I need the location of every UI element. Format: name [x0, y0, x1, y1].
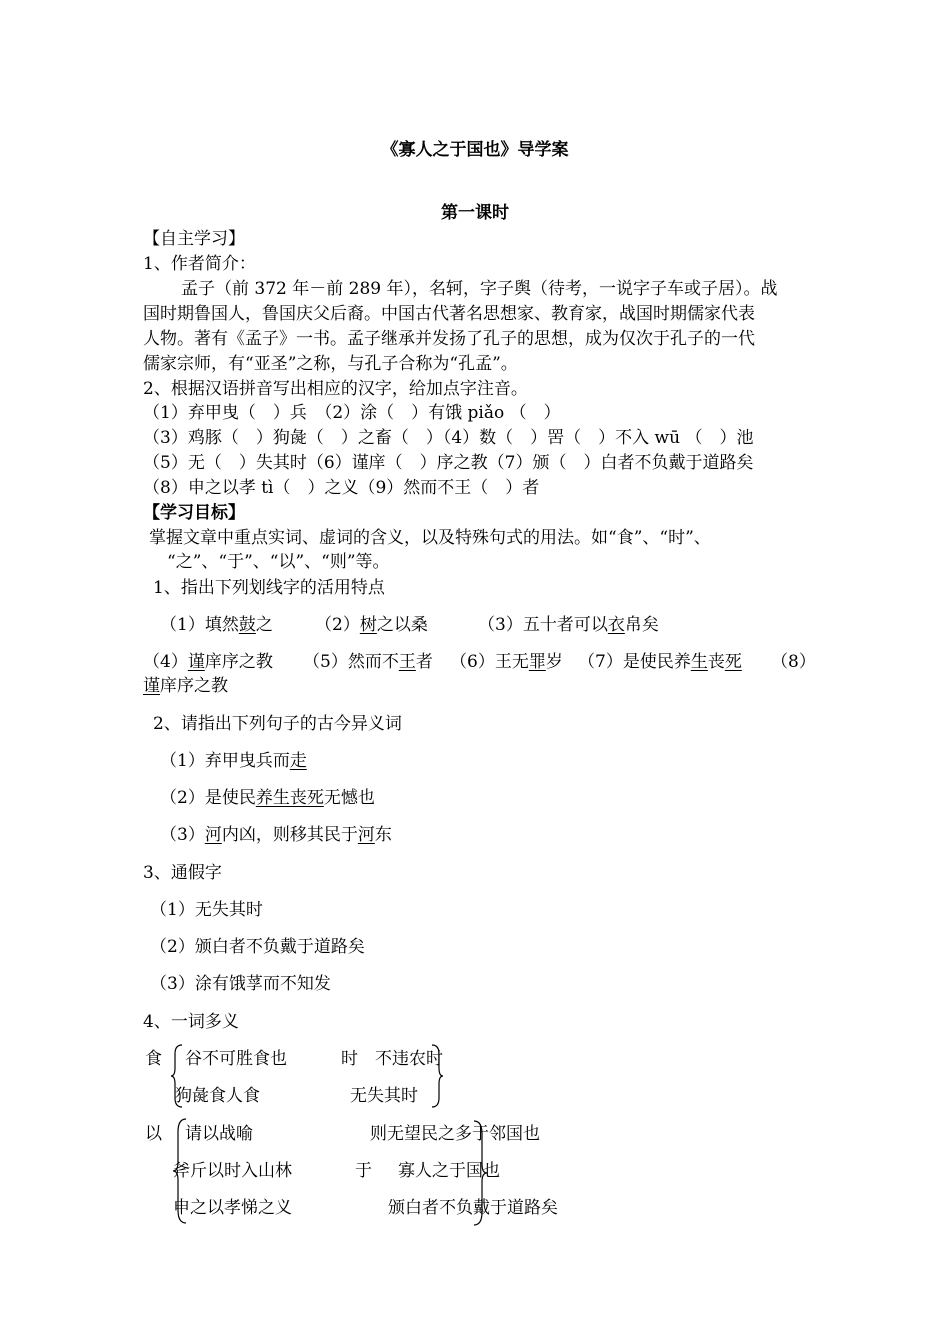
polysemy-item: 谷不可胜食也 [185, 1049, 287, 1069]
q3-item: （1）无失其时 [150, 900, 263, 920]
polysemy-item: 狗彘食人食 [175, 1086, 260, 1106]
goal-text-line: 掌握文章中重点实词、虚词的含义，以及特殊句式的用法。如“食”、“时”、 [149, 528, 711, 548]
author-bio-line: 孟子（前 372 年－前 289 年），名轲，字子舆（待考，一说字子车或子居）。战 [181, 279, 778, 299]
q1-item-4: （4）谨庠序之教 [143, 652, 273, 672]
polysemy-char-shi2: 时 [341, 1049, 358, 1069]
q1-item-3: （3）五十者可以衣帛矣 [478, 615, 659, 635]
right-brace-icon [472, 1120, 488, 1226]
pinyin-item-line: （8）申之以孝 tì（ ）之义（9）然而不王（ ）者 [143, 478, 540, 498]
pinyin-item-line: （5）无（ ）失其时（6）谨庠（ ）序之教（7）颁（ ）白者不负戴于道路矣 [143, 453, 754, 473]
pinyin-heading: 2、根据汉语拼音写出相应的汉字，给加点字注音。 [143, 379, 528, 399]
polysemy-item: 寡人之于国也 [398, 1161, 500, 1181]
goal-text-line: “之”、“于”、“以”、“则”等。 [167, 552, 390, 572]
q1-item-2: （2）树之以桑 [315, 615, 428, 635]
polysemy-char-yu: 于 [355, 1161, 372, 1181]
document-title: 《寡人之于国也》导学案 [381, 140, 569, 160]
polysemy-char-yi: 以 [145, 1124, 162, 1144]
q1-item-6: （6）王无罪岁 [450, 652, 563, 672]
author-bio-line: 儒家宗师，有“亚圣”之称，与孔子合称为“孔孟”。 [143, 354, 518, 374]
q1-item-1: （1）填然鼓之 [160, 615, 273, 635]
lesson-subtitle: 第一课时 [441, 203, 509, 223]
q1-item-8-text: 谨庠序之教 [143, 676, 228, 696]
author-heading: 1、作者简介： [143, 254, 256, 274]
q3-item: （3）涂有饿莩而不知发 [150, 974, 331, 994]
q2-item: （1）弃甲曳兵而走 [160, 751, 307, 771]
q1-item-7: （7）是使民养生丧死 [578, 652, 742, 672]
author-bio-line: 国时期鲁国人，鲁国庆父后裔。中国古代著名思想家、教育家，战国时期儒家代表 [143, 304, 755, 324]
q2-item: （2）是使民养生丧死无憾也 [160, 788, 375, 808]
polysemy-char-shi: 食 [145, 1049, 162, 1069]
q3-item: （2）颁白者不负戴于道路矣 [150, 937, 365, 957]
q1-item-8-number: （8） [771, 652, 816, 672]
polysemy-item: 斧斤以时入山林 [173, 1161, 292, 1181]
section-heading-zizhu: 【自主学习】 [143, 229, 245, 249]
section-heading-mubiao: 【学习目标】 [143, 503, 245, 523]
polysemy-item: 则无望民之多于邻国也 [370, 1124, 540, 1144]
q2-heading: 2、请指出下列句子的古今异义词 [153, 714, 402, 734]
q2-item: （3）河内凶，则移其民于河东 [160, 825, 392, 845]
q3-heading: 3、通假字 [143, 863, 222, 883]
polysemy-item: 无失其时 [350, 1086, 418, 1106]
pinyin-item-line: （3）鸡豚（ ）狗彘（ ）之畜（ ）（4）数（ ）罟（ ）不入 wū （ ）池 [143, 428, 754, 448]
polysemy-item: 申之以孝悌之义 [173, 1198, 292, 1218]
polysemy-item: 颁白者不负戴于道路矣 [388, 1198, 558, 1218]
right-brace-icon [430, 1044, 444, 1108]
pinyin-item-line: （1）弃甲曳（ ）兵 （2）涂（ ）有饿 piǎo （ ） [143, 403, 561, 423]
author-bio-line: 人物。著有《孟子》一书。孟子继承并发扬了孔子的思想，成为仅次于孔子的一代 [143, 329, 755, 349]
q1-item-5: （5）然而不王者 [303, 652, 433, 672]
polysemy-item: 请以战喻 [185, 1124, 253, 1144]
q1-heading: 1、指出下列划线字的活用特点 [153, 578, 385, 598]
polysemy-item: 不违农时 [375, 1049, 443, 1069]
q4-heading: 4、一词多义 [143, 1012, 239, 1032]
